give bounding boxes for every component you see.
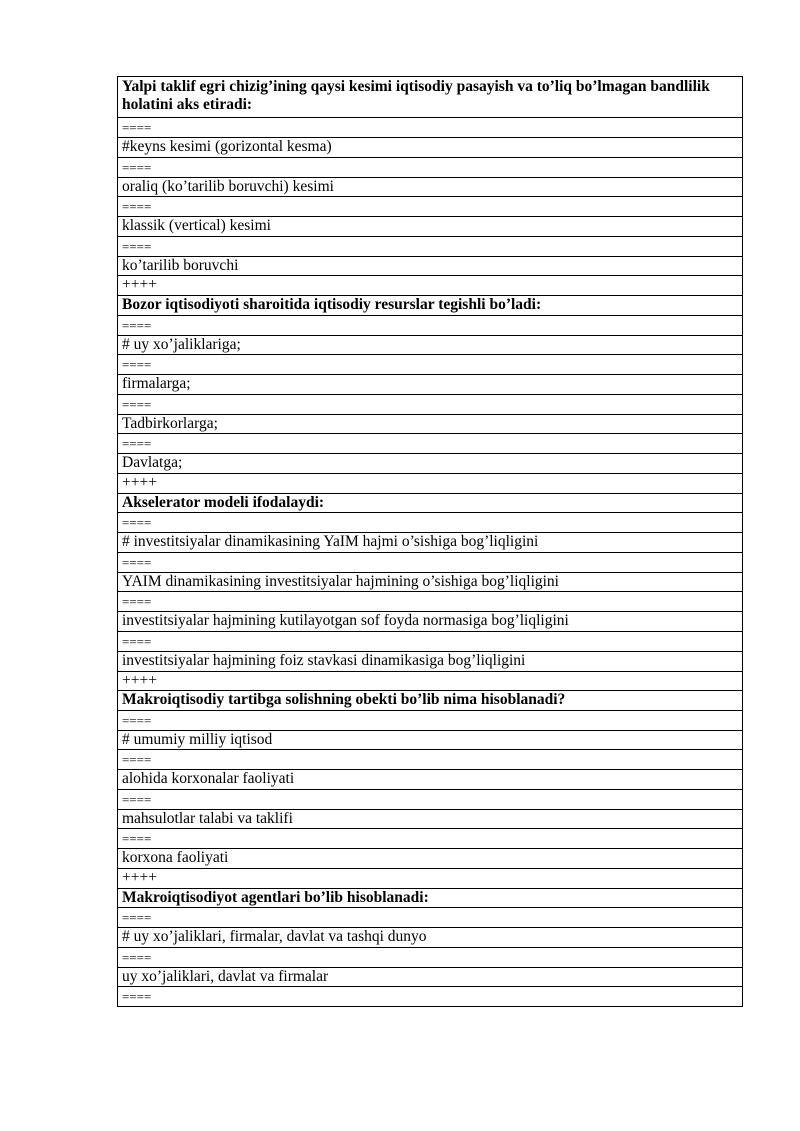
answer-text: investitsiyalar hajmining kutilayotgan sof foyda normasiga bog’liqligini [118,612,743,632]
end-marker-row [118,671,743,691]
answer-text: uy xo’jaliklari, davlat va firmalar [118,967,743,987]
end-marker-row [118,276,743,296]
separator-row [118,750,743,770]
separator-row [118,947,743,967]
question-text: Makroiqtisodiyot agentlari bo’lib hisoblanadi: [118,888,743,908]
answer-row [118,651,743,671]
question-text: Makroiqtisodiy tartibga solishning obekti bo’lib nima hisoblanadi? [118,691,743,711]
separator-row [118,789,743,809]
separator-text: ==== [118,592,743,612]
answer-row [118,612,743,632]
separator-text: ==== [118,908,743,928]
answer-text: korxona faoliyati [118,849,743,869]
question-row [118,691,743,711]
answer-text: investitsiyalar hajmining foiz stavkasi dinamikasiga bog’liqligini [118,651,743,671]
separator-text: ==== [118,394,743,414]
separator-row [118,355,743,375]
answer-text: # umumiy milliy iqtisod [118,730,743,750]
separator-text: ==== [118,987,743,1007]
answer-text: mahsulotlar talabi va taklifi [118,809,743,829]
separator-text: ==== [118,552,743,572]
separator-row [118,157,743,177]
separator-row [118,118,743,138]
question-row [118,77,743,118]
separator-row [118,513,743,533]
separator-text: ==== [118,118,743,138]
answer-row [118,967,743,987]
answer-text: ko’tarilib boruvchi [118,256,743,276]
end-marker-text: ++++ [118,869,743,889]
answer-row [118,375,743,395]
separator-text: ==== [118,829,743,849]
answer-text: YAIM dinamikasining investitsiyalar hajmining o’sishiga bog’liqligini [118,572,743,592]
separator-row [118,552,743,572]
separator-text: ==== [118,710,743,730]
answer-row [118,849,743,869]
answer-text: Davlatga; [118,454,743,474]
answer-row [118,256,743,276]
separator-row [118,908,743,928]
separator-text: ==== [118,157,743,177]
separator-text: ==== [118,236,743,256]
answer-row [118,572,743,592]
answer-row [118,533,743,553]
separator-text: ==== [118,513,743,533]
separator-row [118,394,743,414]
end-marker-row [118,473,743,493]
separator-row [118,592,743,612]
separator-row [118,236,743,256]
question-text: Yalpi taklif egri chizig’ining qaysi kesimi iqtisodiy pasayish va to’liq bo’lmagan bandlilik holatini aks etiradi: [118,77,743,118]
answer-text: # uy xo’jaliklariga; [118,335,743,355]
answer-row [118,177,743,197]
question-text: Bozor iqtisodiyoti sharoitida iqtisodiy resurslar tegishli bo’ladi: [118,295,743,315]
answer-row [118,217,743,237]
question-table-body [118,77,743,1007]
separator-text: ==== [118,631,743,651]
end-marker-text: ++++ [118,473,743,493]
separator-text: ==== [118,197,743,217]
separator-text: ==== [118,789,743,809]
question-text: Akselerator modeli ifodalaydi: [118,493,743,513]
separator-text: ==== [118,434,743,454]
answer-text: # uy xo’jaliklari, firmalar, davlat va tashqi dunyo [118,928,743,948]
answer-row [118,730,743,750]
separator-row [118,197,743,217]
answer-text: firmalarga; [118,375,743,395]
separator-row [118,631,743,651]
question-row [118,295,743,315]
end-marker-text: ++++ [118,276,743,296]
answer-text: alohida korxonalar faoliyati [118,770,743,790]
question-row [118,493,743,513]
answer-text: Tadbirkorlarga; [118,414,743,434]
answer-text: #keyns kesimi (gorizontal kesma) [118,138,743,158]
answer-row [118,335,743,355]
answer-text: oraliq (ko’tarilib boruvchi) kesimi [118,177,743,197]
separator-row [118,434,743,454]
answer-row [118,809,743,829]
separator-text: ==== [118,750,743,770]
answer-row [118,770,743,790]
separator-text: ==== [118,355,743,375]
end-marker-row [118,869,743,889]
question-table [117,76,743,1007]
answer-row [118,928,743,948]
separator-row [118,710,743,730]
answer-text: # investitsiyalar dinamikasining YaIM hajmi o’sishiga bog’liqligini [118,533,743,553]
answer-row [118,414,743,434]
answer-text: klassik (vertical) kesimi [118,217,743,237]
question-row [118,888,743,908]
separator-text: ==== [118,947,743,967]
end-marker-text: ++++ [118,671,743,691]
separator-row [118,315,743,335]
separator-text: ==== [118,315,743,335]
separator-row [118,987,743,1007]
separator-row [118,829,743,849]
answer-row [118,138,743,158]
answer-row [118,454,743,474]
